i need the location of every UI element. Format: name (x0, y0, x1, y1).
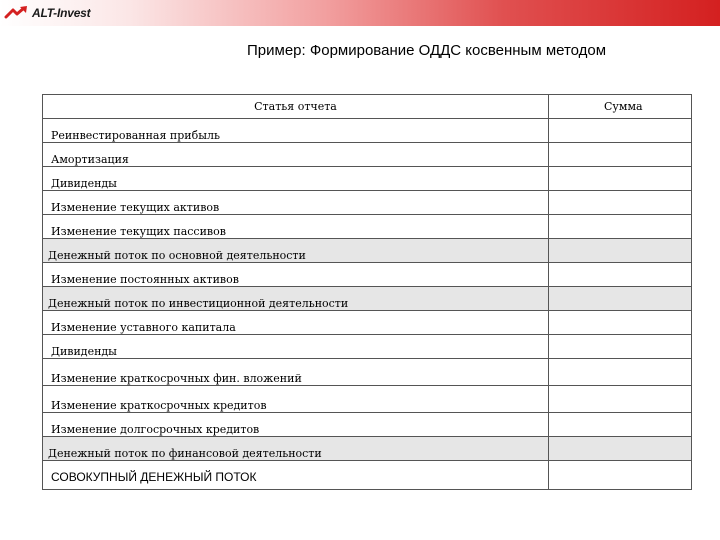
subtotal-sum (549, 437, 692, 461)
row-sum (549, 263, 692, 287)
brand-name: ALT-Invest (32, 6, 91, 20)
row-label: Изменение текущих активов (43, 191, 549, 215)
row-sum (549, 386, 692, 413)
row-label: Изменение постоянных активов (43, 263, 549, 287)
subtotal-row (43, 437, 692, 461)
page-title: Пример: Формирование ОДДС косвенным методом (247, 42, 607, 59)
table-row (43, 143, 692, 167)
report-table (42, 94, 692, 490)
table-header (43, 95, 692, 119)
row-sum (549, 119, 692, 143)
subtotal-row (43, 287, 692, 311)
row-sum (549, 143, 692, 167)
table-row (43, 413, 692, 437)
subtotal-label: Денежный поток по инвестиционной деятельности (43, 287, 549, 311)
row-label: Дивиденды (43, 335, 549, 359)
table-row (43, 119, 692, 143)
subtotal-label: Денежный поток по основной деятельности (43, 239, 549, 263)
row-sum (549, 167, 692, 191)
row-label: Изменение текущих пассивов (43, 215, 549, 239)
column-header-item: Статья отчета (43, 95, 549, 119)
table-row (43, 311, 692, 335)
table-row (43, 335, 692, 359)
row-label: Изменение краткосрочных фин. вложений (43, 359, 549, 386)
table-row (43, 167, 692, 191)
row-label: Реинвестированная прибыль (43, 119, 549, 143)
subtotal-label: Денежный поток по финансовой деятельности (43, 437, 549, 461)
column-header-sum: Сумма (549, 95, 692, 119)
row-sum (549, 335, 692, 359)
subtotal-sum (549, 239, 692, 263)
brand-logo (4, 4, 90, 22)
table-row (43, 359, 692, 386)
row-label: Амортизация (43, 143, 549, 167)
row-label: Изменение краткосрочных кредитов (43, 386, 549, 413)
table-row (43, 386, 692, 413)
table-row (43, 215, 692, 239)
row-label: Дивиденды (43, 167, 549, 191)
row-sum (549, 311, 692, 335)
row-label: Изменение долгосрочных кредитов (43, 413, 549, 437)
row-sum (549, 359, 692, 386)
row-sum (549, 191, 692, 215)
total-row (43, 461, 692, 490)
row-sum (549, 413, 692, 437)
table-row (43, 263, 692, 287)
header-bar (0, 0, 720, 26)
total-sum (549, 461, 692, 490)
row-label: Изменение уставного капитала (43, 311, 549, 335)
row-sum (549, 215, 692, 239)
subtotal-sum (549, 287, 692, 311)
subtotal-row (43, 239, 692, 263)
arrow-logo-icon (4, 5, 30, 21)
table-row (43, 191, 692, 215)
total-label: СОВОКУПНЫЙ ДЕНЕЖНЫЙ ПОТОК (43, 461, 549, 490)
